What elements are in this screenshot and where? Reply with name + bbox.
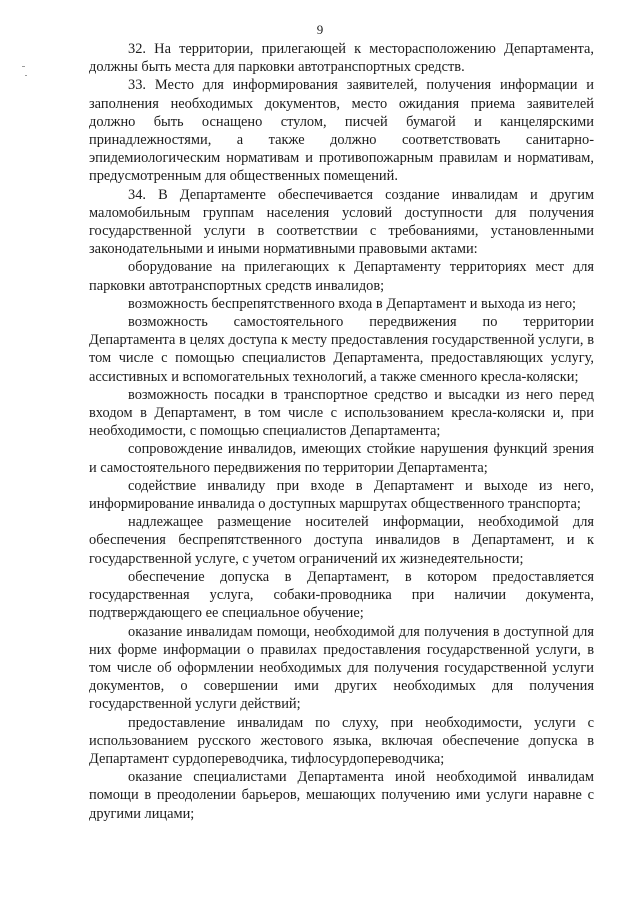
list-item: возможность беспрепятственного входа в Департамент и выхода из него; xyxy=(128,295,577,312)
list-item: возможность посадки в транспортное средство и высадки из него перед входом в Департамент, в том числе с использованием кресла-коляски и, при необходимости, с помощью специалистов Департамента; xyxy=(89,386,594,440)
list-item: оказание специалистами Департамента иной необходимой инвалидам помощи в преодолении барьеров, мешающих получению ими услуги наравне с другими лицами; xyxy=(89,769,594,822)
list-item: содействие инвалиду при входе в Департамент и выходе из него, информирование инвалида о доступных маршрутах общественного транспорта; xyxy=(89,477,594,513)
scan-mark xyxy=(25,75,27,76)
document-body xyxy=(89,40,594,823)
paragraph-32: 32. На территории, прилегающей к месторасположению Департамента, должны быть места для парковки автотранспортных средств. xyxy=(89,41,594,76)
list-item: оказание инвалидам помощи, необходимой для получения в доступной для них форме информации о правилах предоставления государственной услуги, в том числе об оформлении необходимых для получения государственной услуги документов, о совершении ими других необходимых для получения государственной услуги действий; xyxy=(89,623,594,713)
page-number: 9 xyxy=(316,22,324,37)
list-item: предоставление инвалидам по слуху, при необходимости, услуги с использованием русского жестового языка, включая обеспечение допуска в Департамент сурдопереводчика, тифлосурдопереводчика; xyxy=(89,714,594,767)
paragraph-33: 33. Место для информирования заявителей, получения информации и заполнения необходимых документов, место ожидания приема заявителей должно быть оснащено стулом, писчей бумагой и канцелярскими принадлежностями, а также должно соответствовать санитарно-эпидемиологическим нормативам и противопожарным правилам и нормативам, предусмотренным для общественных помещений. xyxy=(89,77,594,185)
list-item: оборудование на прилегающих к Департаменту территориях мест для парковки автотранспортных средств инвалидов; xyxy=(89,259,594,294)
list-item: возможность самостоятельного передвижения по территории Департамента в целях доступа к месту предоставления государственной услуги, в том числе с помощью специалистов Департамента, предоставляющих услугу, ассистивных и вспомогательных технологий, а также сменного кресла-коляски; xyxy=(89,314,594,385)
list-item: надлежащее размещение носителей информации, необходимой для обеспечения беспрепятственного доступа инвалидов в Департамент, и к государственной услуге, с учетом ограничений их жизнедеятельности; xyxy=(89,514,594,567)
scan-mark xyxy=(22,66,25,67)
list-item: обеспечение допуска в Департамент, в котором предоставляется государственная услуга, собаки-проводника при наличии документа, подтверждающего ее специальное обучение; xyxy=(89,568,594,622)
list-item: сопровождение инвалидов, имеющих стойкие нарушения функций зрения и самостоятельного передвижения по территории Департамента; xyxy=(89,441,594,476)
paragraph-34: 34. В Департаменте обеспечивается создание инвалидам и другим маломобильным группам населения условий доступности для получения государственной услуги в соответствии с требованиями, установленными законодательными и иными нормативными правовыми актами: xyxy=(89,186,594,258)
